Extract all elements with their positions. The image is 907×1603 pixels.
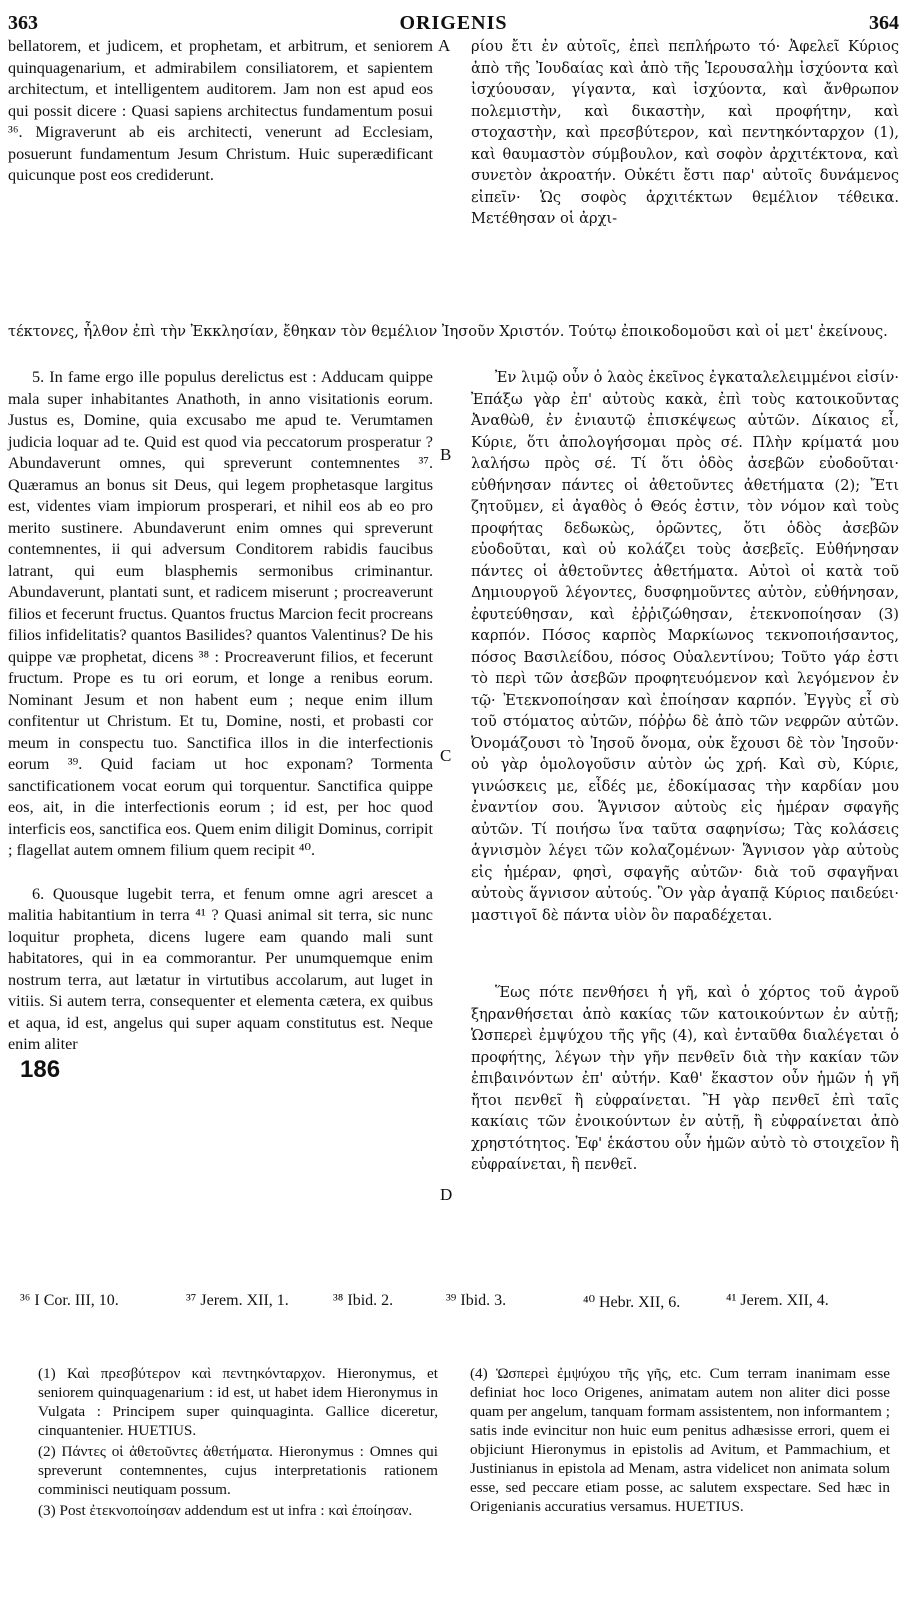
margin-letter-d: D	[440, 1185, 453, 1204]
greek-paragraph: τέκτονες, ἦλθον ἐπὶ τὴν Ἐκκλησίαν, ἔθηκαν τὸν θεμέλιον Ἰησοῦν Χριστόν. Τούτῳ ἐποικοδομοῦσι καὶ οἱ μετ' ἐκείνους.	[8, 323, 888, 340]
latin-text-block-1	[8, 36, 433, 187]
greek-paragraph: ρίου ἔτι ἐν αὐτοῖς, ἐπεὶ πεπλήρωτο τό· Ἀφελεῖ Κύριος ἀπὸ τῆς Ἰουδαίας καὶ ἀπὸ τῆς Ἱερουσαλὴμ ἰσχύοντα καὶ ἰσχύουσαν, γίγαντα, καὶ ἰσχύοντα, καὶ ἄνθρωπον πολεμιστὴν, καὶ δικαστὴν, καὶ προφήτην, καὶ στοχαστὴν, καὶ πρεσβύτερον, καὶ πεντηκόνταρχον (1), καὶ θαυμαστὸν σύμβουλον, καὶ σοφὸν ἀρχιτέκτονα, καὶ συνετὸν ἀκροατήν. Οὐκέτι ἔστι παρ' αὐτοῖς δυνάμενος εἰπεῖν· Ὡς σοφὸς ἀρχιτέκτων θεμέλιον τέθεικα. Μετέθησαν οἱ ἀρχι-	[471, 38, 899, 227]
footnote-ref: ³⁶ I Cor. III, 10.	[20, 1292, 119, 1309]
footnote-references	[8, 1292, 899, 1324]
notes-right-column	[470, 1364, 890, 1518]
footnote-ref: ³⁹ Ibid. 3.	[446, 1292, 507, 1309]
margin-letter-c: C	[440, 746, 452, 765]
footnote-ref: ⁴¹ Jerem. XII, 4.	[726, 1292, 829, 1309]
greek-text-block-1	[471, 36, 899, 230]
greek-section-6: Ἕως πότε πενθήσει ἡ γῆ, καὶ ὁ χόρτος τοῦ ἀγροῦ ξηρανθήσεται ἀπὸ κακίας τῶν κατοικούντων ἐν αὐτῇ; Ὡσπερεὶ ἐμψύχου τῆς γῆς (4), καὶ ἐνταῦθα διαλέγεται ὁ προφήτης, λέγων τὴν γῆν πενθεῖν διὰ τὴν κακίαν τῶν ἐπιβαινόντων ἐπ' αὐτήν. Καθ' ἕκαστον οὖν ἡμῶν ἡ γῆ ἤτοι πενθεῖ ἢ εὐφραίνεται. Ἢ γὰρ πενθεῖ ἐπὶ ταῖς κακίαις τῶν ἐνοικούντων ἐν αὐτῇ, ἢ εὐφραίνεται ἀπὸ χρηστότητος. Ἐφ' ἑκάστου οὖν ἡμῶν αὐτὸ τὸ στοιχεῖον ἢ εὐφραίνεται, ἢ πενθεῖ.	[471, 984, 899, 1173]
note-4: (4) Ὡσπερεὶ ἐμψύχου τῆς γῆς, etc. Cum terram inanimam esse definiat hoc loco Origenes, animatam autem non aliter dici posse quam per angelum, tanquam formam assistentem, non informantem ; satis inde evincitur non huic eum penitus adhæsisse errori, quem ei objiciunt Hieronymus in epistolis ad Avitum, et Pammachium, et Justinianus in epistola ad Menam, astra videlicet non animata solum esse, sed peccare etiam posse, ac salutem exspectare. Sed hæc in Origenianis accuratius versamus. HUETIUS.	[470, 1365, 890, 1515]
page-number-right: 364	[869, 12, 899, 34]
running-title: ORIGENIS	[399, 12, 508, 34]
latin-section-6: 6. Quousque lugebit terra, et fenum omne agri arescet a malitia habitantium in terra ⁴¹ ? Quasi animal sit terra, sic nunc loquitur propheta, dicens lugere eam quando mali sunt habitatores, qui in ea commorantur. Per unumquemque enim nostrum terra, aut lætatur in virtutibus accolarum, aut luget in vitiis. Si autem terra, consequenter et elementa cætera, ex quibus et aqua, id est, angelus qui super aquam constitutus est. Neque enim aliter	[8, 884, 433, 1053]
notes-left-column	[38, 1364, 438, 1522]
latin-section-5: 5. In fame ergo ille populus derelictus est : Adducam quippe mala super inhabitantes Anathoth, in anno visitationis eorum. Justus es, Domine, quia excusabo me apud te. Verumtamen judicia loquar ad te. Quid est quod via peccatorum prosperatur ? Abundaverunt omnes, qui spreverunt contemnentes ³⁷. Quæramus an bonus sit Deus, qui legem prophetasque largitus est, videntes viam impiorum prosperari, et nihil eos ab eo pro merito sustinere. Abundaverunt enim omnes qui spreverunt contemnentes, ii qui adversum Conditorem rabidis faucibus latrant, qui eum blasphemis sermonibus criminantur. Abundaverunt, plantati sunt, et radicem miserunt ; procreaverunt filios et fecerunt fructus. Quantos fructus Marcion fecit procreans filios infidelitatis? quantos Basilides? quantos Valentinus? De his quippe væ prophetat, dicens ³⁸ : Procreaverunt filios, et fecerunt fructum. Prope es tu ori eorum, et longe a renibus eorum. Nominant Jesum et non habent eum ; neque enim illum confitentur ut Christum. Et tu, Domine, nosti, et probasti cor meum in conspectu tuo. Sanctifica illos in die interfectionis eorum ³⁹. Quid faciam ut hoc exponam? Tormenta sanctificationem vocat eorum qui torquentur. Sanctifica quippe eos, ait, in die interfectionis eorum ; id est, per hoc quod interficis eos, sanctifica eos. Quem enim diligit Dominus, corripit ; flagellat autem omnem filium quem recipit ⁴⁰.	[8, 368, 433, 859]
greek-text-block-2	[471, 367, 899, 926]
footnote-ref: ³⁷ Jerem. XII, 1.	[186, 1292, 289, 1309]
margin-letter-b: B	[440, 445, 452, 464]
note-3: (3) Post ἐτεκνοποίησαν addendum est ut infra : καὶ ἐποίησαν.	[38, 1502, 413, 1519]
page-header	[8, 12, 899, 36]
greek-section-5: Ἐν λιμῷ οὖν ὁ λαὸς ἐκεῖνος ἐγκαταλελειμμένοι εἰσίν· Ἐπάξω γὰρ ἐπ' αὐτοὺς κακὰ, ἐπὶ τοὺς κατοικοῦντας Ἀναθὼθ, ἐν ἐνιαυτῷ ἐπισκέψεως αὐτῶν. Δίκαιος εἶ, Κύριε, ὅτι ἀπολογήσομαι πρὸς σέ. Πλὴν κρίματά μου λαλήσω πρὸς σέ. Τί ὅτι ὁδὸς ἀσεβῶν εὐοδοῦται· εὐθήνησαν πάντες οἱ ἀθετοῦντες ἀθετήματα (2); Ἔτι ζητοῦμεν, εἰ ἀγαθὸς ὁ Θεός ἐστιν, τὸν νόμον καὶ τοὺς προφήτας δεδωκὼς, ὁρῶντες, ὅτι ὁδὸς ἀσεβῶν εὐοδοῦται, καὶ οὐ κολάζει τοὺς ἀσεβεῖς. Εὐθήνησαν πάντες οἱ ἀθετοῦντες ἀθετήματα. Αὐτοὶ οἱ κατὰ τοῦ Δημιουργοῦ λέγοντες, δυσφημοῦντες αὐτὸν, εὐθήνησαν, ἐφυτεύθησαν, καὶ ἐῤῥιζώθησαν, ἐτεκνοποίησαν (3) καρπόν. Πόσος καρπὸς Μαρκίωνος τεκνοποιήσαντος, πόσος Βασιλείδου, πόσος Οὐαλεντίνου; Τοῦτο γάρ ἐστι τὸ περὶ τῶν ἀσεβῶν προφητευόμενον καὶ λεγόμενον ἐν τῷ· Ἐτεκνοποίησαν καὶ ἐποίησαν καρπόν. Ἐγγὺς εἶ σὺ τοῦ στόματος αὐτῶν, πόῤῥω δὲ ἀπὸ τῶν νεφρῶν αὐτῶν. Ὀνομάζουσι τὸ Ἰησοῦ ὄνομα, οὐκ ἔχουσι δὲ τὸν Ἰησοῦν· οὐ γὰρ ὁμολογοῦσιν αὐτὸν ὡς χρή. Καὶ σὺ, Κύριε, γινώσκεις με, εἶδές με, ἐδοκίμασας τὴν καρδίαν μου ἐναντίον σου. Ἅγνισον αὐτοὺς εἰς ἡμέραν σφαγῆς αὐτῶν. Τί ποιήσω ἵνα ταῦτα σαφηνίσω; Τὰς κολάσεις ἁγνισμὸν λέγει τῶν κολαζομένων· Ἅγνισον γὰρ αὐτοὺς εἰς ἡμέραν, φησὶ, σφαγῆς αὐτῶν· διὰ τοῦ σφαγῆναι αὐτοὺς ἅγνισον αὐτούς. Ὃν γὰρ ἀγαπᾷ Κύριος παιδεύει· μαστιγοῖ δὲ πάντα υἱὸν ὃν παραδέχεται.	[471, 369, 899, 924]
latin-text-block-2	[8, 367, 433, 1056]
footnote-ref: ³⁸ Ibid. 2.	[333, 1292, 394, 1309]
note-2: (2) Πάντες οἱ ἀθετοῦντες ἀθετήματα. Hieronymus : Omnes qui spreverunt contemnentes, cujus interpretationis rationem comminisci neutiquam possum.	[38, 1443, 438, 1498]
greek-text-block-3	[471, 982, 899, 1176]
greek-full-width-line	[8, 321, 899, 343]
note-1: (1) Καὶ πρεσβύτερον καὶ πεντηκόνταρχον. Hieronymus, et seniorem quinquagenarium : id est, ut habet idem Hieronymus in Vulgata : Principem super quinquaginta. Gallice diceretur, cinquantenier. HUETIUS.	[38, 1365, 438, 1439]
latin-paragraph: bellatorem, et judicem, et prophetam, et arbitrum, et seniorem quinquagenarium, et admirabilem consiliatorem, et sapientem architectum, et intelligentem auditorem. Jam non est apud eos qui possit dicere : Quasi sapiens architectus fundamentum posui ³⁶. Migraverunt ab eis architecti, venerunt ad Ecclesiam, posuerunt fundamentum Jesum Christum. Huic superædificant quicunque post eos crediderunt.	[8, 37, 433, 184]
footnote-ref: ⁴⁰ Hebr. XII, 6.	[583, 1294, 681, 1311]
margin-letter-a: A	[438, 36, 451, 55]
column-number: 186	[20, 1056, 61, 1083]
page-number-left: 363	[8, 12, 38, 34]
